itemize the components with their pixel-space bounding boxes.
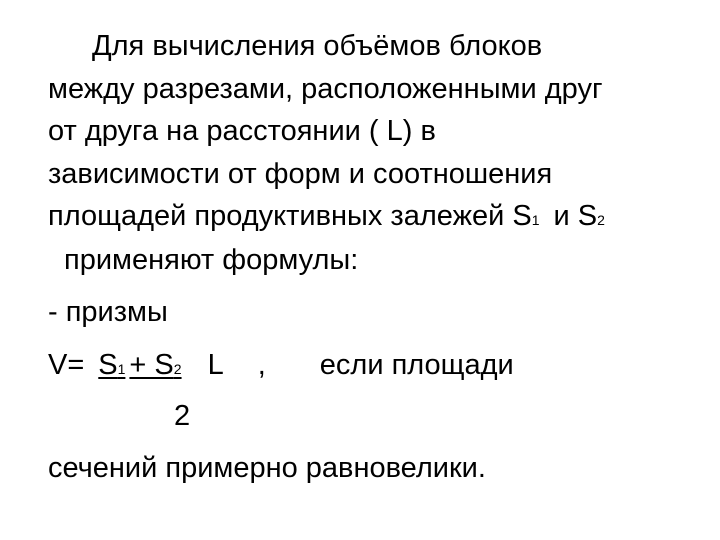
conclusion-line: сечений примерно равновелики. [48, 452, 486, 484]
formula-l: L [207, 349, 224, 381]
s2-subscript: 2 [597, 212, 605, 228]
formula-denominator: 2 [174, 400, 191, 432]
paragraph-line-4: зависимости от форм и соотношения [48, 158, 553, 190]
formula-numerator [98, 349, 207, 381]
formula-plus-s2: + S [129, 349, 174, 381]
prism-heading: - призмы [48, 296, 168, 328]
formula-comma: , [257, 349, 266, 381]
and-s2-text: и S [553, 200, 598, 232]
paragraph-line-1: Для вычисления объёмов блоков [92, 30, 543, 62]
paragraph-line-5 [48, 199, 605, 237]
paragraph-line-6: применяют формулы: [64, 244, 359, 276]
formula-s1: S [98, 349, 118, 381]
formula-s1-subscript: 1 [117, 361, 126, 377]
paragraph-line-5-text: площадей продуктивных залежей S [48, 200, 532, 232]
s1-subscript: 1 [531, 212, 540, 228]
formula-s2-subscript: 2 [173, 361, 182, 377]
paragraph-line-3: от друга на расстоянии ( L) в [48, 115, 436, 147]
formula-lhs: V= [48, 349, 85, 381]
formula-line [48, 348, 514, 386]
formula-condition: если площади [319, 349, 514, 381]
paragraph-line-2: между разрезами, расположенными друг [48, 73, 603, 105]
